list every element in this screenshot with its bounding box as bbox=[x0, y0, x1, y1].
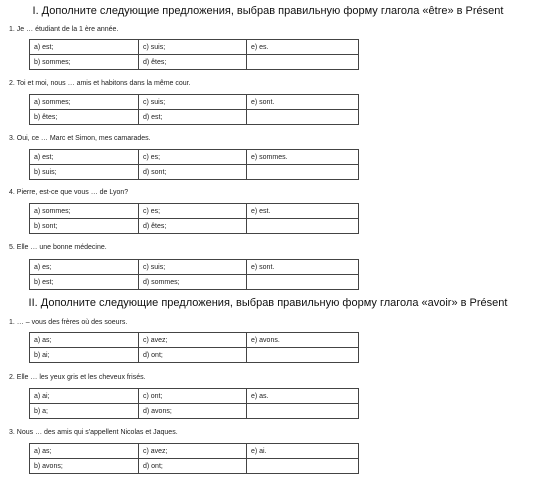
table-row bbox=[30, 219, 359, 234]
table-row bbox=[30, 110, 359, 125]
table-row bbox=[30, 459, 359, 474]
question-2-2: 2. Elle … les yeux gris et les cheveux frisés. bbox=[9, 374, 146, 381]
option-e[interactable]: e) es. bbox=[247, 40, 359, 55]
option-d[interactable]: d) ont; bbox=[139, 348, 247, 363]
option-d[interactable]: d) avons; bbox=[139, 404, 247, 419]
question-1-1: 1. Je … étudiant de la 1 ère année. bbox=[9, 26, 119, 33]
options-table-2-2 bbox=[29, 388, 359, 419]
option-e[interactable]: e) avons. bbox=[247, 333, 359, 348]
options-table-1-1 bbox=[29, 39, 359, 70]
empty-cell bbox=[247, 275, 359, 290]
option-a[interactable]: a) sommes; bbox=[30, 95, 139, 110]
option-d[interactable]: d) est; bbox=[139, 110, 247, 125]
table-row bbox=[30, 204, 359, 219]
table-row bbox=[30, 404, 359, 419]
section-1-title: I. Дополните следующие предложения, выбрав правильную форму глагола «être» в Présent bbox=[32, 5, 504, 17]
option-c[interactable]: c) suis; bbox=[139, 260, 247, 275]
empty-cell bbox=[247, 348, 359, 363]
option-e[interactable]: e) est. bbox=[247, 204, 359, 219]
option-c[interactable]: c) suis; bbox=[139, 95, 247, 110]
options-table-2-3 bbox=[29, 443, 359, 474]
table-row bbox=[30, 165, 359, 180]
option-b[interactable]: b) a; bbox=[30, 404, 139, 419]
question-1-2: 2. Toi et moi, nous … amis et habitons dans la même cour. bbox=[9, 80, 191, 87]
option-a[interactable]: a) sommes; bbox=[30, 204, 139, 219]
option-d[interactable]: d) ont; bbox=[139, 459, 247, 474]
option-c[interactable]: c) suis; bbox=[139, 40, 247, 55]
empty-cell bbox=[247, 55, 359, 70]
table-row bbox=[30, 275, 359, 290]
option-e[interactable]: e) sommes. bbox=[247, 150, 359, 165]
table-row bbox=[30, 150, 359, 165]
option-b[interactable]: b) sont; bbox=[30, 219, 139, 234]
table-row bbox=[30, 55, 359, 70]
option-d[interactable]: d) sommes; bbox=[139, 275, 247, 290]
question-2-3: 3. Nous … des amis qui s'appellent Nicolas et Jaques. bbox=[9, 429, 178, 436]
table-row bbox=[30, 333, 359, 348]
option-e[interactable]: e) sont. bbox=[247, 95, 359, 110]
empty-cell bbox=[247, 110, 359, 125]
option-b[interactable]: b) êtes; bbox=[30, 110, 139, 125]
option-a[interactable]: a) es; bbox=[30, 260, 139, 275]
empty-cell bbox=[247, 165, 359, 180]
options-table-1-3 bbox=[29, 149, 359, 180]
table-row bbox=[30, 40, 359, 55]
option-a[interactable]: a) ai; bbox=[30, 389, 139, 404]
option-b[interactable]: b) suis; bbox=[30, 165, 139, 180]
option-d[interactable]: d) sont; bbox=[139, 165, 247, 180]
option-c[interactable]: c) es; bbox=[139, 204, 247, 219]
option-a[interactable]: a) est; bbox=[30, 40, 139, 55]
table-row bbox=[30, 389, 359, 404]
option-e[interactable]: e) sont. bbox=[247, 260, 359, 275]
option-c[interactable]: c) avez; bbox=[139, 444, 247, 459]
table-row bbox=[30, 444, 359, 459]
option-b[interactable]: b) est; bbox=[30, 275, 139, 290]
empty-cell bbox=[247, 404, 359, 419]
option-a[interactable]: a) as; bbox=[30, 333, 139, 348]
options-table-1-5 bbox=[29, 259, 359, 290]
option-b[interactable]: b) sommes; bbox=[30, 55, 139, 70]
option-a[interactable]: a) as; bbox=[30, 444, 139, 459]
table-row bbox=[30, 95, 359, 110]
options-table-2-1 bbox=[29, 332, 359, 363]
option-d[interactable]: d) êtes; bbox=[139, 219, 247, 234]
option-c[interactable]: c) avez; bbox=[139, 333, 247, 348]
option-a[interactable]: a) est; bbox=[30, 150, 139, 165]
options-table-1-2 bbox=[29, 94, 359, 125]
question-1-5: 5. Elle … une bonne médecine. bbox=[9, 244, 107, 251]
question-1-4: 4. Pierre, est-ce que vous … de Lyon? bbox=[9, 189, 129, 196]
option-b[interactable]: b) avons; bbox=[30, 459, 139, 474]
options-table-1-4 bbox=[29, 203, 359, 234]
empty-cell bbox=[247, 459, 359, 474]
table-row bbox=[30, 260, 359, 275]
question-1-3: 3. Oui, ce … Marc et Simon, mes camarades. bbox=[9, 135, 151, 142]
option-d[interactable]: d) êtes; bbox=[139, 55, 247, 70]
option-e[interactable]: e) as. bbox=[247, 389, 359, 404]
option-c[interactable]: c) es; bbox=[139, 150, 247, 165]
question-2-1: 1. … – vous des frères où des soeurs. bbox=[9, 319, 128, 326]
empty-cell bbox=[247, 219, 359, 234]
option-e[interactable]: e) ai. bbox=[247, 444, 359, 459]
option-c[interactable]: c) ont; bbox=[139, 389, 247, 404]
table-row bbox=[30, 348, 359, 363]
option-b[interactable]: b) ai; bbox=[30, 348, 139, 363]
section-2-title: II. Дополните следующие предложения, выбрав правильную форму глагола «avoir» в Présent bbox=[28, 297, 508, 309]
